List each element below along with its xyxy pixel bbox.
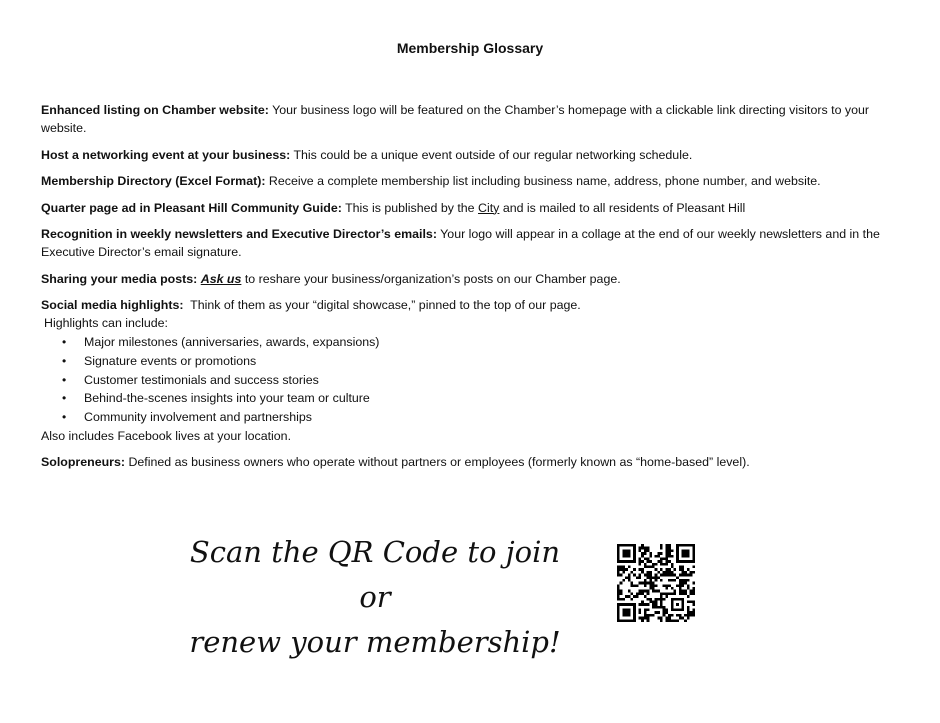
ask-us-link[interactable]: Ask us xyxy=(200,271,242,286)
city-link[interactable]: City xyxy=(478,200,500,215)
qr-call-to-action xyxy=(170,530,580,665)
list-item: • Customer testimonials and success stories xyxy=(84,371,907,390)
entry-text: Think of them as your “digital showcase,” pinned to the top of our page. xyxy=(183,298,581,312)
cta-line-2: renew your membership! xyxy=(189,625,561,659)
entry-text: Defined as business owners who operate without partners or employees (formerly known as “home-based” level). xyxy=(125,454,750,469)
entry-term: Social media highlights: xyxy=(41,298,184,312)
entry-term: Solopreneurs: xyxy=(41,454,125,469)
list-item: • Community involvement and partnerships xyxy=(84,408,907,427)
entry-social-media xyxy=(41,296,907,314)
highlights-label: Highlights can include: xyxy=(44,316,168,330)
entry-term: Enhanced listing on Chamber website: xyxy=(41,103,269,117)
entry-recognition xyxy=(41,225,907,261)
list-item: • Signature events or promotions xyxy=(84,352,907,371)
entry-term: Recognition in weekly newsletters and Executive Director’s emails: xyxy=(41,227,437,241)
page-title: Membership Glossary xyxy=(396,40,544,56)
entry-text: Your logo will appear in a collage at the end of our weekly newsletters and in the Executive Director’s email signature. xyxy=(41,227,880,259)
entry-text: Your business logo will be featured on the Chamber’s homepage with a clickable link directing visitors to your website. xyxy=(41,103,870,135)
list-item: • Behind-the-scenes insights into your team or culture xyxy=(84,389,907,408)
entry-membership-directory xyxy=(41,172,907,190)
qr-code-icon[interactable] xyxy=(617,544,695,622)
entry-term: Sharing your media posts: xyxy=(41,271,198,286)
entry-term: Membership Directory (Excel Format): xyxy=(41,174,266,188)
entry-text: This could be a unique event outside of our regular networking schedule. xyxy=(290,147,693,162)
cta-line-1: Scan the QR Code to join or xyxy=(189,535,561,614)
entry-term: Host a networking event at your business: xyxy=(41,147,291,162)
highlights-also: Also includes Facebook lives at your location. xyxy=(41,428,292,443)
entry-text: and is mailed to all residents of Pleasant Hill xyxy=(499,200,746,215)
entry-text: This is published by the xyxy=(341,200,479,215)
highlights-list xyxy=(41,333,907,427)
entry-solopreneurs xyxy=(41,453,907,471)
entry-quarter-page-ad xyxy=(41,199,907,217)
glossary-content xyxy=(41,101,907,479)
entry-text: to reshare your business/organization’s posts on our Chamber page. xyxy=(241,271,621,286)
list-item: • Major milestones (anniversaries, awards, expansions) xyxy=(84,333,907,352)
entry-text: Receive a complete membership list including business name, address, phone number, and website. xyxy=(265,174,821,188)
entry-host-networking xyxy=(41,146,907,164)
entry-enhanced-listing xyxy=(41,101,907,137)
entry-sharing-media xyxy=(41,270,907,288)
entry-term: Quarter page ad in Pleasant Hill Community Guide: xyxy=(41,200,342,215)
